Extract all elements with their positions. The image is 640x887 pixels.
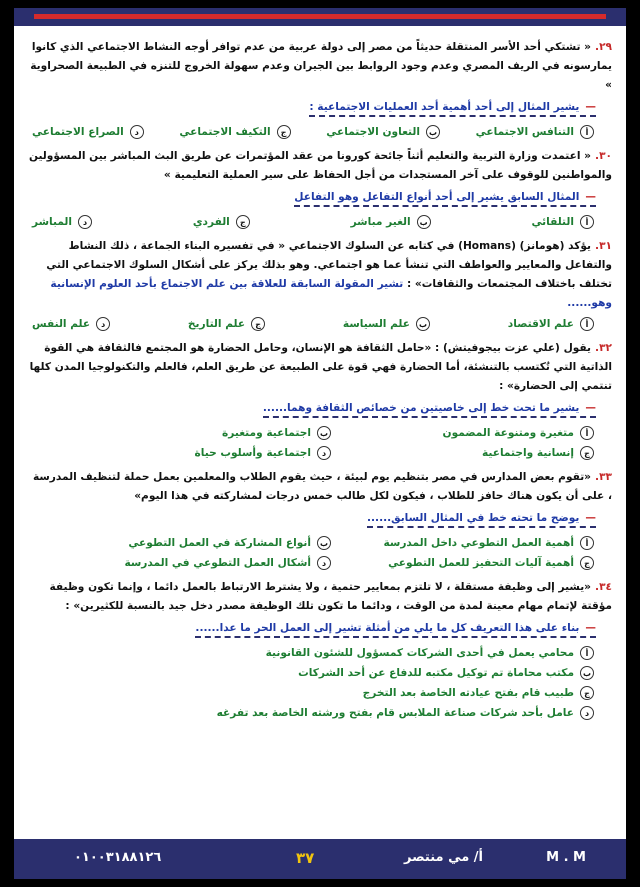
- option-a[interactable]: [531, 215, 594, 229]
- question-body: « اعتمدت وزارة التربية والتعليم أثناً جائحة كورونا من عقد المؤتمرات عن طريق البث المباشر بين المسؤولين والمواطنين للوقوف على آخر المستجدات من أجل الحفاظ على سير العملية التعليمية »: [28, 150, 612, 181]
- top-banner-stripe: [34, 14, 606, 19]
- option-radio[interactable]: د: [580, 706, 594, 720]
- option-radio[interactable]: ج: [236, 215, 250, 229]
- option-label: عامل بأحد شركات صناعة الملابس قام بفتح ورشته الخاصة بعد تفرغه: [216, 707, 574, 719]
- option-radio[interactable]: أ: [580, 317, 594, 331]
- option-radio[interactable]: ج: [277, 125, 291, 139]
- option-radio[interactable]: د: [96, 317, 110, 331]
- prompt-text: المثال السابق يشير إلى أحد أنواع التفاعل وهو التفاعل: [294, 191, 580, 203]
- option-label: اجتماعية وأسلوب حياة: [194, 447, 311, 459]
- page: [14, 8, 626, 879]
- option-label: التعاون الاجتماعي: [326, 126, 420, 138]
- option-label: المباشر: [32, 216, 73, 228]
- question-body: «يشير إلى وظيفة مستقلة ، لا تلتزم بمعايير حتمية ، ولا يشترط الارتباط بالعمل دائما ، وإنما تكون وظيفة مؤقتة لإتمام مهام معينة لمدة من الوقت ، ودائما ما تكون تلك الوظيفة مصدر دخل جيد بالنسبة للكثيرين» :: [49, 581, 612, 612]
- option-a[interactable]: [28, 646, 594, 660]
- question-number: ٣٢.: [595, 342, 612, 354]
- option-label: التلقائي: [531, 216, 574, 228]
- question-number: ٣٣.: [595, 471, 612, 483]
- option-radio[interactable]: أ: [580, 426, 594, 440]
- option-a[interactable]: [476, 125, 594, 139]
- option-label: الصراع الاجتماعي: [32, 126, 124, 138]
- question-prompt: —يشير ما تحت خط إلى خاصيتين من خصائص الثقافة وهما......: [263, 402, 596, 418]
- question-number: ٣١.: [595, 240, 612, 252]
- option-radio[interactable]: ج: [251, 317, 265, 331]
- option-label: محامي يعمل في أحدى الشركات كمسؤول للشئون القانونية: [265, 647, 574, 659]
- option-b[interactable]: [343, 317, 430, 331]
- footer-bar: [14, 839, 626, 879]
- option-label: اجتماعية ومتغيرة: [222, 427, 311, 439]
- option-radio[interactable]: أ: [580, 215, 594, 229]
- question-prompt: —بناء على هذا التعريف كل ما يلي من أمثلة تشير إلى العمل الحر ما عدا......: [195, 622, 596, 638]
- question-text: [28, 147, 612, 185]
- question-body: «تقوم بعض المدارس في مصر بتنظيم يوم لبيئة ، حيث يقوم الطلاب والمعلمين بعمل حملة لتنظيف المدرسة ، على أن يكون هناك حافز للطلاب ، فيكون لكل طالب خمس درجات لمشاركته في هذا اليوم»: [32, 471, 612, 502]
- option-b[interactable]: [28, 666, 594, 680]
- question-33: [28, 468, 612, 570]
- option-d[interactable]: [68, 446, 331, 460]
- option-c[interactable]: [188, 317, 265, 331]
- option-label: طبيب قام بفتح عيادته الخاصة بعد التخرج: [362, 687, 574, 699]
- question-text: [28, 38, 612, 95]
- option-d[interactable]: [32, 215, 92, 229]
- option-a[interactable]: [508, 317, 594, 331]
- option-radio[interactable]: ب: [317, 536, 331, 550]
- question-body: يقول (علي عزت بيجوفيتش) : «حامل الثقافة هو الإنسان، وحامل الحضارة هو المجتمع فالثقافة هي القوة الذاتية التي تُكتسب بالتنشئة، أما الحضارة فهي قوة على الطبيعة عن طريق العلم، فالعلم والتكنولوجيا المدن كلها تنتمي إلى الحضارة» :: [29, 342, 612, 392]
- option-d[interactable]: [28, 706, 594, 720]
- option-radio[interactable]: أ: [580, 125, 594, 139]
- option-a[interactable]: [331, 536, 594, 550]
- option-label: أهمية العمل التطوعي داخل المدرسة: [383, 537, 574, 549]
- prompt-text: يشير المثال إلى أحد أهمية أحد العمليات الاجتماعية :: [309, 101, 580, 113]
- question-29: [28, 38, 612, 139]
- option-b[interactable]: [326, 125, 440, 139]
- page-number: ٣٧: [296, 849, 315, 867]
- option-label: أهمية آليات التحفيز للعمل التطوعي: [388, 557, 574, 569]
- option-label: التكيف الاجتماعي: [179, 126, 271, 138]
- prompt-text: يشير ما تحت خط إلى خاصيتين من خصائص الثقافة وهما......: [262, 402, 580, 414]
- option-label: الفردي: [192, 216, 230, 228]
- options: [28, 317, 612, 331]
- option-label: أنواع المشاركة في العمل التطوعي: [128, 537, 311, 549]
- option-d[interactable]: [68, 556, 331, 570]
- option-radio[interactable]: أ: [580, 536, 594, 550]
- option-b[interactable]: [68, 536, 331, 550]
- question-body: « تشتكي أحد الأسر المنتقلة حديثاً من مصر إلى دولة عربية من عدم توافر أوجه النشاط الاجتماعي الذي كانوا يمارسونه في الريف المصري وعدم وجود الروابط بين الجيران وعدم سهولة الخروج للتنزه في الطبيعة الصحراوية »: [30, 41, 612, 91]
- question-body: يؤكد (هومانز) (Homans) في كتابه عن السلوك الاجتماعي « في تفسيره البناء الجماعة ، ذلك النشاط والتفاعل والمعايير والعواطف التي تنشأ عما هو اجتماعي. وهو بذلك يركز على أشكال السلوك الاجتماعي التي تختلف باختلاف المجتمعات والثقافات» :: [46, 240, 612, 290]
- options: [28, 215, 612, 229]
- question-prompt: —يوضح ما تحته خط في المثال السابق......: [367, 512, 596, 528]
- option-d[interactable]: [32, 125, 144, 139]
- option-label: أشكال العمل التطوعي في المدرسة: [124, 557, 311, 569]
- option-radio[interactable]: ب: [426, 125, 440, 139]
- option-b[interactable]: [351, 215, 431, 229]
- option-label: مكتب محاماة تم توكيل مكتبه للدفاع عن أحد الشركات: [298, 667, 574, 679]
- option-label: علم التاريخ: [187, 318, 246, 330]
- options: [28, 536, 612, 570]
- option-c[interactable]: [331, 446, 594, 460]
- options: [28, 125, 612, 139]
- option-label: التنافس الاجتماعي: [475, 126, 574, 138]
- option-label: علم السياسة: [342, 318, 410, 330]
- question-prompt: —المثال السابق يشير إلى أحد أنواع التفاعل وهو التفاعل: [294, 191, 596, 207]
- option-radio[interactable]: ب: [417, 215, 431, 229]
- question-30: [28, 147, 612, 229]
- option-label: الغير مباشر: [350, 216, 411, 228]
- option-radio[interactable]: ج: [580, 686, 594, 700]
- option-radio[interactable]: د: [78, 215, 92, 229]
- footer-phone: ٠١٠٠٣١٨٨١٢٦: [74, 850, 162, 865]
- option-radio[interactable]: د: [130, 125, 144, 139]
- option-radio[interactable]: ج: [580, 556, 594, 570]
- option-label: إنسانية واجتماعية: [481, 447, 574, 459]
- option-label: علم الاقتصاد: [507, 318, 574, 330]
- option-c[interactable]: [193, 215, 250, 229]
- option-label: علم النفس: [32, 318, 91, 330]
- options: [28, 646, 612, 720]
- questions-list: [28, 38, 612, 728]
- option-radio[interactable]: د: [317, 446, 331, 460]
- option-radio[interactable]: ب: [580, 666, 594, 680]
- options: [28, 426, 612, 460]
- question-text: [28, 468, 612, 506]
- option-radio[interactable]: ب: [416, 317, 430, 331]
- top-banner: [14, 8, 626, 26]
- option-label: متغيرة ومتنوعة المضمون: [442, 427, 574, 439]
- option-b[interactable]: [68, 426, 331, 440]
- question-prompt: —يشير المثال إلى أحد أهمية أحد العمليات الاجتماعية :: [309, 101, 596, 117]
- option-radio[interactable]: أ: [580, 646, 594, 660]
- option-c[interactable]: [179, 125, 290, 139]
- option-radio[interactable]: ج: [580, 446, 594, 460]
- footer-logo: M . M: [546, 850, 586, 865]
- option-radio[interactable]: ب: [317, 426, 331, 440]
- question-31: [28, 237, 612, 331]
- prompt-text: يوضح ما تحته خط في المثال السابق......: [367, 512, 580, 524]
- option-radio[interactable]: د: [317, 556, 331, 570]
- question-32: [28, 339, 612, 460]
- question-text: [28, 339, 612, 396]
- footer-author: أ/ مي منتصر: [404, 850, 484, 865]
- option-c[interactable]: [331, 556, 594, 570]
- question-text: [28, 578, 612, 616]
- question-number: ٣٠.: [595, 150, 612, 162]
- question-34: [28, 578, 612, 720]
- prompt-text: بناء على هذا التعريف كل ما يلي من أمثلة تشير إلى العمل الحر ما عدا......: [195, 622, 580, 634]
- option-d[interactable]: [32, 317, 110, 331]
- question-text: [28, 237, 612, 313]
- question-number: ٣٤.: [595, 581, 612, 593]
- question-number: ٢٩.: [595, 41, 612, 53]
- option-a[interactable]: [331, 426, 594, 440]
- option-c[interactable]: [28, 686, 594, 700]
- question-highlight: تشير المقولة السابقة للعلاقة بين علم الاجتماع بأحد العلوم الإنسانية وهو......: [50, 278, 612, 309]
